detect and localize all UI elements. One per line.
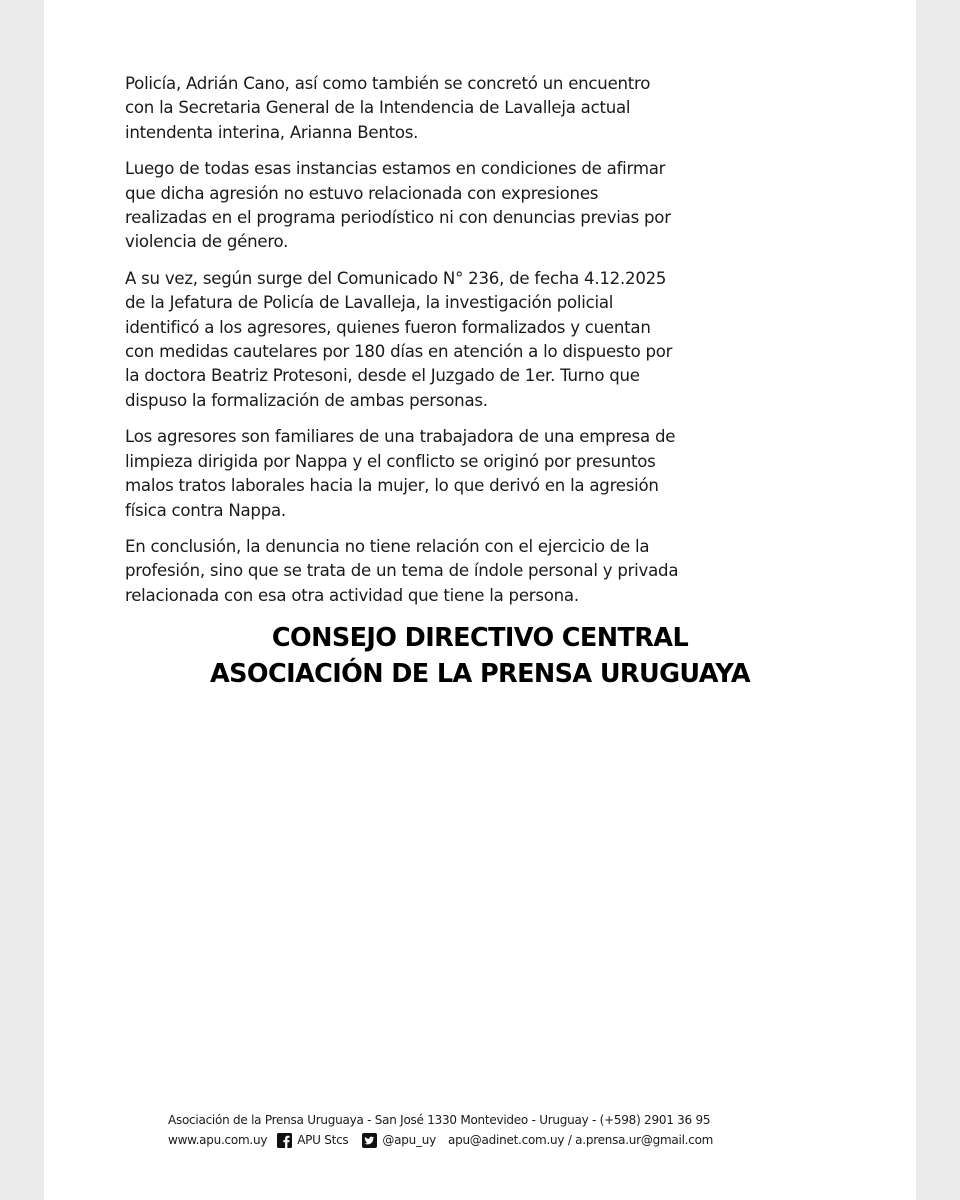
footer-facebook[interactable]: APU Stcs <box>297 1133 349 1147</box>
footer-website[interactable]: www.apu.com.uy <box>168 1133 268 1147</box>
signature-line-1: CONSEJO DIRECTIVO CENTRAL <box>271 623 689 653</box>
footer-twitter[interactable]: @apu_uy <box>382 1133 436 1147</box>
paragraph-4: Los agresores son familiares de una trabajadora de una empresa de limpieza dirigida por Nappa y el conflicto se originó por presuntos malos tratos laborales hacia la mujer, lo que derivó en la agresión física contra Nappa. <box>125 427 676 520</box>
paragraph-5: En conclusión, la denuncia no tiene relación con el ejercicio de la profesión, sino que se trata de un tema de índole personal y privada relacionada con esa otra actividad que tiene la persona. <box>125 536 679 605</box>
document-body <box>125 72 745 620</box>
footer <box>168 1111 868 1149</box>
twitter-icon <box>362 1133 377 1148</box>
signature-block <box>44 620 916 692</box>
signature-line-2: ASOCIACIÓN DE LA PRENSA URUGUAYA <box>210 659 750 689</box>
facebook-icon <box>277 1133 292 1148</box>
footer-contacts <box>168 1131 868 1149</box>
footer-emails[interactable]: apu@adinet.com.uy / a.prensa.ur@gmail.com <box>447 1133 714 1147</box>
paragraph-2: Luego de todas esas instancias estamos en condiciones de afirmar que dicha agresión no estuvo relacionada con expresiones realizadas en el programa periodístico ni con denuncias previas por violencia de género. <box>125 159 671 252</box>
footer-address: Asociación de la Prensa Uruguaya - San José 1330 Montevideo - Uruguay - (+598) 2901 36 95 <box>168 1113 711 1127</box>
paragraph-1: Policía, Adrián Cano, así como también se concretó un encuentro con la Secretaria General de la Intendencia de Lavalleja actual intendenta interina, Arianna Bentos. <box>125 74 651 142</box>
paragraph-3: A su vez, según surge del Comunicado N° 236, de fecha 4.12.2025 de la Jefatura de Policía de Lavalleja, la investigación policial identificó a los agresores, quienes fueron formalizados y cuentan con medidas cautelares por 180 días en atención a lo dispuesto por la doctora Beatriz Protesoni, desde el Juzgado de 1er. Turno que dispuso la formalización de ambas personas. <box>125 268 673 410</box>
